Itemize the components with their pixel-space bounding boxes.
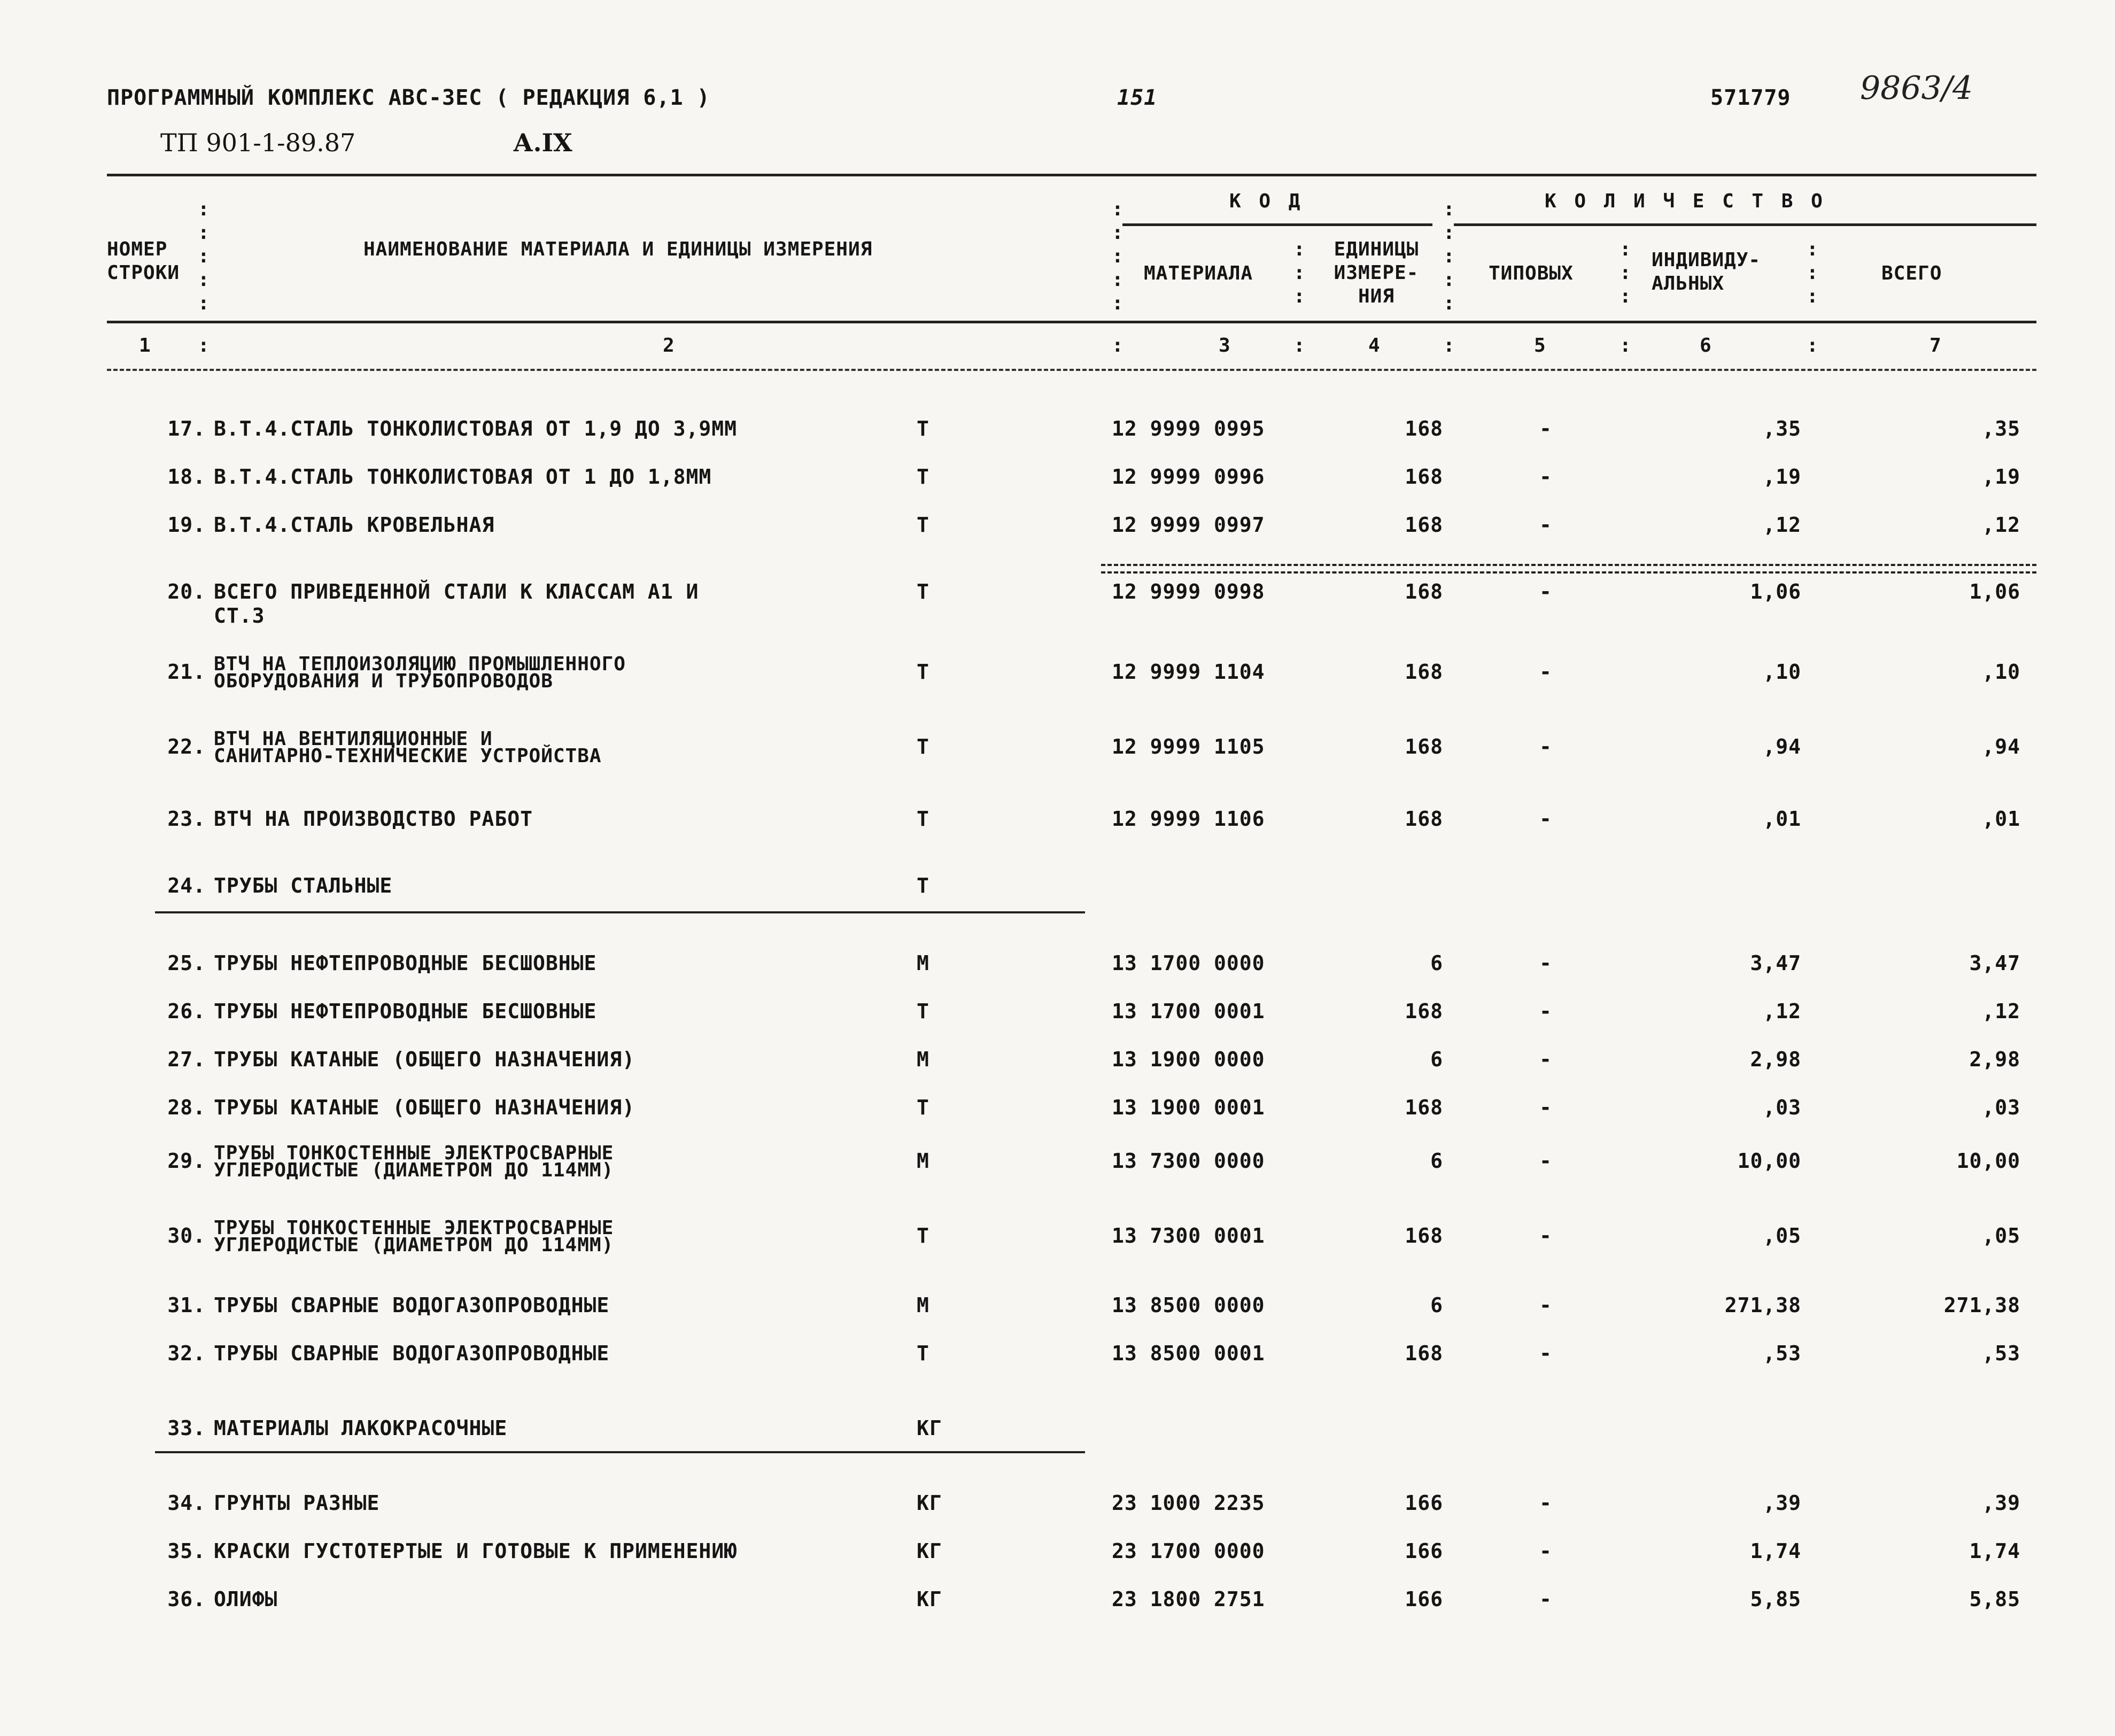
qty-typical: - <box>1539 580 1552 603</box>
material-name-continued: ОБОРУДОВАНИЯ И ТРУБОПРОВОДОВ <box>214 670 553 692</box>
header-colons-6: : : : <box>1807 238 1819 307</box>
qty-individual: ,53 <box>1763 1342 1801 1365</box>
col-num-6: 6 <box>1700 335 1712 356</box>
qty-typical: - <box>1539 1539 1552 1563</box>
row-number: 30. <box>167 1224 206 1247</box>
unit-code: 168 <box>1405 735 1443 758</box>
page-number: 151 <box>1117 86 1158 110</box>
material-name: ТРУБЫ НЕФТЕПРОВОДНЫЕ БЕСШОВНЫЕ <box>214 999 597 1023</box>
unit-code: 168 <box>1405 465 1443 489</box>
row-number: 23. <box>167 807 206 831</box>
row-number: 28. <box>167 1096 206 1119</box>
row-number: 25. <box>167 951 206 975</box>
unit-code: 6 <box>1430 951 1443 975</box>
material-name-continued: САНИТАРНО-ТЕХНИЧЕСКИЕ УСТРОЙСТВА <box>214 745 602 767</box>
col-header-code: К О Д <box>1229 190 1304 212</box>
qty-individual: 2,98 <box>1750 1048 1801 1071</box>
code-header-rule <box>1122 223 1432 226</box>
col-num-sep-3: : <box>1293 335 1306 356</box>
material-code: 12 9999 0997 <box>1112 513 1265 537</box>
col-num-7: 7 <box>1930 335 1942 356</box>
qty-total: ,12 <box>1982 999 2020 1023</box>
col-num-sep-4: : <box>1443 335 1455 356</box>
document-code: 571779 <box>1710 86 1791 110</box>
unit-of-measure: Т <box>917 465 929 489</box>
qty-typical: - <box>1539 1149 1552 1173</box>
col-num-sep-6: : <box>1807 335 1819 356</box>
quantity-header-rule <box>1454 223 2036 226</box>
unit-of-measure: Т <box>917 1096 929 1119</box>
qty-typical: - <box>1539 1293 1552 1317</box>
unit-code: 168 <box>1405 807 1443 831</box>
row-number: 18. <box>167 465 206 489</box>
row-number: 29. <box>167 1149 206 1173</box>
material-code: 13 1900 0000 <box>1112 1048 1265 1071</box>
unit-code: 168 <box>1405 1096 1443 1119</box>
material-code: 13 8500 0001 <box>1112 1342 1265 1365</box>
qty-individual: ,19 <box>1763 465 1801 489</box>
material-name: ТРУБЫ СТАЛЬНЫЕ <box>214 874 393 897</box>
qty-total: 1,06 <box>1969 580 2020 603</box>
qty-individual: 10,00 <box>1737 1149 1801 1173</box>
qty-typical: - <box>1539 1096 1552 1119</box>
unit-of-measure: КГ <box>917 1539 942 1563</box>
row-number: 19. <box>167 513 206 537</box>
qty-total: ,53 <box>1982 1342 2020 1365</box>
qty-total: 2,98 <box>1969 1048 2020 1071</box>
material-code: 13 7300 0000 <box>1112 1149 1265 1173</box>
qty-individual: 3,47 <box>1750 951 1801 975</box>
row-number: 35. <box>167 1539 206 1563</box>
material-name: ТРУБЫ КАТАНЫЕ (ОБЩЕГО НАЗНАЧЕНИЯ) <box>214 1096 635 1119</box>
material-name: ГРУНТЫ РАЗНЫЕ <box>214 1491 380 1515</box>
qty-typical: - <box>1539 465 1552 489</box>
col-num-2: 2 <box>663 335 675 356</box>
row-number: 26. <box>167 999 206 1023</box>
qty-total: ,39 <box>1982 1491 2020 1515</box>
row-number: 17. <box>167 417 206 440</box>
qty-individual: ,94 <box>1763 735 1801 758</box>
unit-of-measure: М <box>917 1149 929 1173</box>
header-colons-2: : : : : : <box>1112 198 1124 314</box>
unit-code: 168 <box>1405 417 1443 440</box>
material-code: 13 8500 0000 <box>1112 1293 1265 1317</box>
unit-of-measure: Т <box>917 1224 929 1247</box>
material-name: ВТЧ НА ПРОИЗВОДСТВО РАБОТ <box>214 807 533 831</box>
unit-code: 168 <box>1405 513 1443 537</box>
qty-total: 1,74 <box>1969 1539 2020 1563</box>
unit-of-measure: М <box>917 951 929 975</box>
col-header-name: НАИМЕНОВАНИЕ МАТЕРИАЛА И ЕДИНИЦЫ ИЗМЕРЕНИЯ <box>363 238 873 260</box>
material-code: 12 9999 0998 <box>1112 580 1265 603</box>
qty-total: 10,00 <box>1956 1149 2020 1173</box>
qty-total: ,19 <box>1982 465 2020 489</box>
unit-of-measure: Т <box>917 874 929 897</box>
unit-code: 168 <box>1405 1224 1443 1247</box>
material-name: ТРУБЫ СВАРНЫЕ ВОДОГАЗОПРОВОДНЫЕ <box>214 1342 610 1365</box>
row-number: 20. <box>167 580 206 603</box>
column-numbers-rule <box>107 369 2036 371</box>
col-header-individual: ИНДИВИДУ- АЛЬНЫХ <box>1652 249 1761 294</box>
row-number: 22. <box>167 735 206 758</box>
qty-individual: 1,74 <box>1750 1539 1801 1563</box>
unit-code: 6 <box>1430 1149 1443 1173</box>
material-code: 13 1700 0000 <box>1112 951 1265 975</box>
qty-typical: - <box>1539 999 1552 1023</box>
header-colons-1: : : : : : <box>198 198 210 314</box>
qty-total: 271,38 <box>1943 1293 2020 1317</box>
col-num-sep-2: : <box>1112 335 1124 356</box>
material-code: 12 9999 1105 <box>1112 735 1265 758</box>
col-header-typical: ТИПОВЫХ <box>1489 262 1574 284</box>
qty-total: 3,47 <box>1969 951 2020 975</box>
unit-of-measure: Т <box>917 513 929 537</box>
qty-typical: - <box>1539 1224 1552 1247</box>
table-top-rule <box>107 174 2036 176</box>
qty-typical: - <box>1539 951 1552 975</box>
qty-total: ,03 <box>1982 1096 2020 1119</box>
qty-total: ,12 <box>1982 513 2020 537</box>
qty-total: 5,85 <box>1969 1587 2020 1611</box>
program-title: ПРОГРАММНЫЙ КОМПЛЕКС АВС-3ЕС ( РЕДАКЦИЯ 6,1 ) <box>107 86 710 110</box>
unit-of-measure: Т <box>917 660 929 684</box>
qty-typical: - <box>1539 1491 1552 1515</box>
total-double-rule <box>1101 564 2036 574</box>
qty-typical: - <box>1539 417 1552 440</box>
col-num-1: 1 <box>139 335 151 356</box>
qty-typical: - <box>1539 513 1552 537</box>
unit-of-measure: Т <box>917 580 929 603</box>
row-number: 27. <box>167 1048 206 1071</box>
qty-total: ,94 <box>1982 735 2020 758</box>
qty-individual: ,39 <box>1763 1491 1801 1515</box>
col-header-total: ВСЕГО <box>1881 262 1942 284</box>
unit-of-measure: Т <box>917 999 929 1023</box>
material-name: В.Т.4.СТАЛЬ КРОВЕЛЬНАЯ <box>214 513 495 537</box>
qty-individual: ,12 <box>1763 999 1801 1023</box>
unit-code: 168 <box>1405 999 1443 1023</box>
project-number: ТП 901-1-89.87 <box>160 128 356 157</box>
col-header-quantity: К О Л И Ч Е С Т В О <box>1545 190 1826 212</box>
album-number: А.IX <box>513 128 572 157</box>
unit-code: 6 <box>1430 1293 1443 1317</box>
material-code: 12 9999 0995 <box>1112 417 1265 440</box>
qty-individual: ,01 <box>1763 807 1801 831</box>
qty-total: ,01 <box>1982 807 2020 831</box>
material-name-continued: УГЛЕРОДИСТЫЕ (ДИАМЕТРОМ ДО 114ММ) <box>214 1234 614 1256</box>
header-colons-3: : : : <box>1293 238 1306 307</box>
material-name-continued: УГЛЕРОДИСТЫЕ (ДИАМЕТРОМ ДО 114ММ) <box>214 1159 614 1181</box>
material-name: ТРУБЫ КАТАНЫЕ (ОБЩЕГО НАЗНАЧЕНИЯ) <box>214 1048 635 1071</box>
material-code: 12 9999 1104 <box>1112 660 1265 684</box>
qty-total: ,05 <box>1982 1224 2020 1247</box>
material-name: ВТЧ НА ВЕНТИЛЯЦИОННЫЕ И <box>214 728 493 750</box>
sheet-number: 9863/4 <box>1860 69 1973 107</box>
material-code: 23 1000 2235 <box>1112 1491 1265 1515</box>
material-name: ТРУБЫ СВАРНЫЕ ВОДОГАЗОПРОВОДНЫЕ <box>214 1293 610 1317</box>
material-name: ОЛИФЫ <box>214 1587 278 1611</box>
row-number: 33. <box>167 1416 206 1440</box>
qty-typical: - <box>1539 660 1552 684</box>
col-num-sep-1: : <box>198 335 210 356</box>
material-code: 12 9999 1106 <box>1112 807 1265 831</box>
qty-typical: - <box>1539 1587 1552 1611</box>
col-num-4: 4 <box>1368 335 1381 356</box>
material-name: ТРУБЫ НЕФТЕПРОВОДНЫЕ БЕСШОВНЫЕ <box>214 951 597 975</box>
unit-of-measure: Т <box>917 417 929 440</box>
col-header-code-material: МАТЕРИАЛА <box>1144 262 1253 284</box>
qty-typical: - <box>1539 1342 1552 1365</box>
unit-code: 166 <box>1405 1491 1443 1515</box>
unit-code: 168 <box>1405 580 1443 603</box>
material-name: ВСЕГО ПРИВЕДЕННОЙ СТАЛИ К КЛАССАМ А1 И <box>214 580 699 603</box>
material-name-continued: СТ.3 <box>214 604 265 627</box>
row-number: 36. <box>167 1587 206 1611</box>
qty-individual: 5,85 <box>1750 1587 1801 1611</box>
material-code: 13 1900 0001 <box>1112 1096 1265 1119</box>
unit-of-measure: Т <box>917 735 929 758</box>
row-number: 32. <box>167 1342 206 1365</box>
header-bottom-rule <box>107 321 2036 323</box>
col-header-code-unit: ЕДИНИЦЫ ИЗМЕРЕ- НИЯ <box>1334 238 1419 307</box>
section-rule-pipes <box>155 911 1085 913</box>
row-number: 21. <box>167 660 206 684</box>
qty-individual: ,35 <box>1763 417 1801 440</box>
unit-code: 168 <box>1405 1342 1443 1365</box>
unit-of-measure: КГ <box>917 1491 942 1515</box>
qty-individual: ,10 <box>1763 660 1801 684</box>
qty-typical: - <box>1539 807 1552 831</box>
material-name: МАТЕРИАЛЫ ЛАКОКРАСОЧНЫЕ <box>214 1416 508 1440</box>
material-code: 13 7300 0001 <box>1112 1224 1265 1247</box>
material-name: ТРУБЫ ТОНКОСТЕННЫЕ ЭЛЕКТРОСВАРНЫЕ <box>214 1142 614 1164</box>
material-name: ВТЧ НА ТЕПЛОИЗОЛЯЦИЮ ПРОМЫШЛЕННОГО <box>214 653 626 675</box>
unit-code: 168 <box>1405 660 1443 684</box>
material-code: 23 1800 2751 <box>1112 1587 1265 1611</box>
row-number: 34. <box>167 1491 206 1515</box>
unit-of-measure: М <box>917 1048 929 1071</box>
qty-typical: - <box>1539 735 1552 758</box>
unit-of-measure: КГ <box>917 1587 942 1611</box>
qty-total: ,35 <box>1982 417 2020 440</box>
unit-of-measure: М <box>917 1293 929 1317</box>
material-name: В.Т.4.СТАЛЬ ТОНКОЛИСТОВАЯ ОТ 1,9 ДО 3,9ММ <box>214 417 737 440</box>
unit-of-measure: Т <box>917 1342 929 1365</box>
col-header-row-no: НОМЕР СТРОКИ <box>107 238 180 284</box>
unit-of-measure: Т <box>917 807 929 831</box>
material-code: 12 9999 0996 <box>1112 465 1265 489</box>
unit-of-measure: КГ <box>917 1416 942 1440</box>
qty-individual: ,12 <box>1763 513 1801 537</box>
unit-code: 166 <box>1405 1587 1443 1611</box>
material-code: 23 1700 0000 <box>1112 1539 1265 1563</box>
col-num-sep-5: : <box>1620 335 1632 356</box>
row-number: 24. <box>167 874 206 897</box>
col-num-5: 5 <box>1534 335 1546 356</box>
qty-typical: - <box>1539 1048 1552 1071</box>
material-code: 13 1700 0001 <box>1112 999 1265 1023</box>
header-colons-5: : : : <box>1620 238 1632 307</box>
qty-individual: 271,38 <box>1724 1293 1801 1317</box>
qty-individual: ,03 <box>1763 1096 1801 1119</box>
col-num-3: 3 <box>1219 335 1231 356</box>
qty-individual: 1,06 <box>1750 580 1801 603</box>
section-rule-paints <box>155 1451 1085 1453</box>
header-colons-4: : : : : : <box>1443 198 1455 314</box>
material-name: КРАСКИ ГУСТОТЕРТЫЕ И ГОТОВЫЕ К ПРИМЕНЕНИЮ <box>214 1539 737 1563</box>
material-name: ТРУБЫ ТОНКОСТЕННЫЕ ЭЛЕКТРОСВАРНЫЕ <box>214 1217 614 1239</box>
unit-code: 6 <box>1430 1048 1443 1071</box>
qty-total: ,10 <box>1982 660 2020 684</box>
material-name: В.Т.4.СТАЛЬ ТОНКОЛИСТОВАЯ ОТ 1 ДО 1,8ММ <box>214 465 712 489</box>
qty-individual: ,05 <box>1763 1224 1801 1247</box>
row-number: 31. <box>167 1293 206 1317</box>
unit-code: 166 <box>1405 1539 1443 1563</box>
